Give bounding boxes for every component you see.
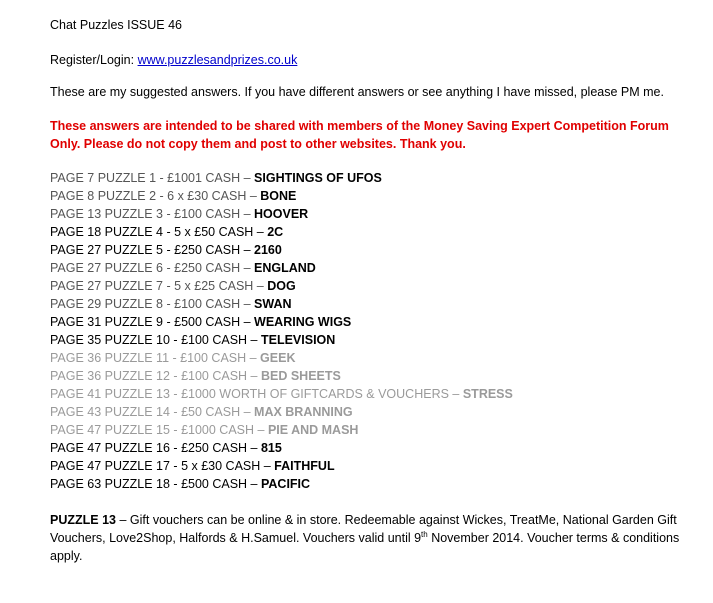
register-link[interactable]: www.puzzlesandprizes.co.uk bbox=[137, 53, 298, 67]
answer-label: PAGE 18 PUZZLE 4 - 5 x £50 CASH – bbox=[50, 225, 268, 239]
answer-row bbox=[50, 457, 690, 475]
answer-label: PAGE 36 PUZZLE 12 - £100 CASH – bbox=[50, 369, 261, 383]
answer-row bbox=[50, 367, 690, 385]
intro-paragraph: These are my suggested answers. If you have different answers or see anything I have missed, please PM me. bbox=[50, 85, 664, 99]
answer-text: SIGHTINGS OF UFOS bbox=[254, 171, 382, 185]
answer-label: PAGE 8 PUZZLE 2 - 6 x £30 CASH – bbox=[50, 189, 261, 203]
answer-row bbox=[50, 277, 690, 295]
note-text-after: November 2014. Voucher terms & conditions apply. bbox=[50, 531, 680, 563]
answer-text: PIE AND MASH bbox=[267, 423, 359, 437]
answer-text: 2160 bbox=[254, 243, 282, 257]
answer-row bbox=[50, 169, 690, 187]
answer-row bbox=[50, 241, 690, 259]
note-superscript: th bbox=[421, 529, 428, 539]
answer-text: 2C bbox=[267, 225, 284, 239]
document-title: Chat Puzzles ISSUE 46 bbox=[50, 18, 183, 32]
answer-label: PAGE 47 PUZZLE 16 - £250 CASH – bbox=[50, 441, 261, 455]
answer-row bbox=[50, 223, 690, 241]
document-page bbox=[50, 16, 690, 565]
register-label: Register/Login: bbox=[50, 53, 138, 67]
answer-text: TELEVISION bbox=[260, 333, 336, 347]
answer-row bbox=[50, 313, 690, 331]
note-label: PUZZLE 13 bbox=[50, 513, 116, 527]
answer-label: PAGE 29 PUZZLE 8 - £100 CASH – bbox=[50, 297, 255, 311]
note-text-before: – Gift vouchers can be online & in store. Redeemable against Wickes, TreatMe, National Garden Gift Vouchers, Love2Shop, Halfords & H.Samuel. Vouchers valid until 9 bbox=[50, 513, 677, 545]
answer-label: PAGE 47 PUZZLE 15 - £1000 CASH – bbox=[50, 423, 268, 437]
answer-row bbox=[50, 475, 690, 493]
answers-list bbox=[50, 169, 690, 493]
answer-label: PAGE 35 PUZZLE 10 - £100 CASH – bbox=[50, 333, 261, 347]
warning-paragraph: These answers are intended to be shared with members of the Money Saving Expert Competition Forum Only. Please do not copy them and post to other websites. Thank you. bbox=[50, 119, 669, 151]
answer-text: BED SHEETS bbox=[260, 369, 341, 383]
answer-row bbox=[50, 385, 690, 403]
answer-label: PAGE 13 PUZZLE 3 - £100 CASH – bbox=[50, 207, 255, 221]
answer-row bbox=[50, 403, 690, 421]
answer-row bbox=[50, 439, 690, 457]
answer-label: PAGE 41 PUZZLE 13 - £1000 WORTH OF GIFTCARDS & VOUCHERS – bbox=[50, 387, 463, 401]
register-line bbox=[50, 51, 690, 69]
answer-label: PAGE 63 PUZZLE 18 - £500 CASH – bbox=[50, 477, 261, 491]
answer-label: PAGE 27 PUZZLE 5 - £250 CASH – bbox=[50, 243, 255, 257]
answer-row bbox=[50, 205, 690, 223]
answer-row bbox=[50, 295, 690, 313]
answer-text: 815 bbox=[260, 441, 282, 455]
answer-row bbox=[50, 421, 690, 439]
answer-row bbox=[50, 331, 690, 349]
answer-text: GEEK bbox=[260, 351, 296, 365]
answer-label: PAGE 27 PUZZLE 7 - 5 x £25 CASH – bbox=[50, 279, 268, 293]
answer-label: PAGE 43 PUZZLE 14 - £50 CASH – bbox=[50, 405, 255, 419]
answer-text: WEARING WIGS bbox=[254, 315, 352, 329]
answer-text: BONE bbox=[260, 189, 297, 203]
answer-row bbox=[50, 187, 690, 205]
answer-text: STRESS bbox=[462, 387, 513, 401]
answer-label: PAGE 31 PUZZLE 9 - £500 CASH – bbox=[50, 315, 255, 329]
answer-label: PAGE 27 PUZZLE 6 - £250 CASH – bbox=[50, 261, 255, 275]
answer-text: DOG bbox=[267, 279, 296, 293]
answer-label: PAGE 47 PUZZLE 17 - 5 x £30 CASH – bbox=[50, 459, 275, 473]
answer-row bbox=[50, 349, 690, 367]
answer-text: SWAN bbox=[254, 297, 292, 311]
answer-text: ENGLAND bbox=[254, 261, 316, 275]
answer-label: PAGE 36 PUZZLE 11 - £100 CASH – bbox=[50, 351, 261, 365]
answer-row bbox=[50, 259, 690, 277]
answer-label: PAGE 7 PUZZLE 1 - £1001 CASH – bbox=[50, 171, 255, 185]
answer-text: PACIFIC bbox=[260, 477, 311, 491]
puzzle-13-note bbox=[50, 511, 690, 565]
answer-text: MAX BRANNING bbox=[254, 405, 353, 419]
answer-text: FAITHFUL bbox=[274, 459, 335, 473]
answer-text: HOOVER bbox=[254, 207, 309, 221]
